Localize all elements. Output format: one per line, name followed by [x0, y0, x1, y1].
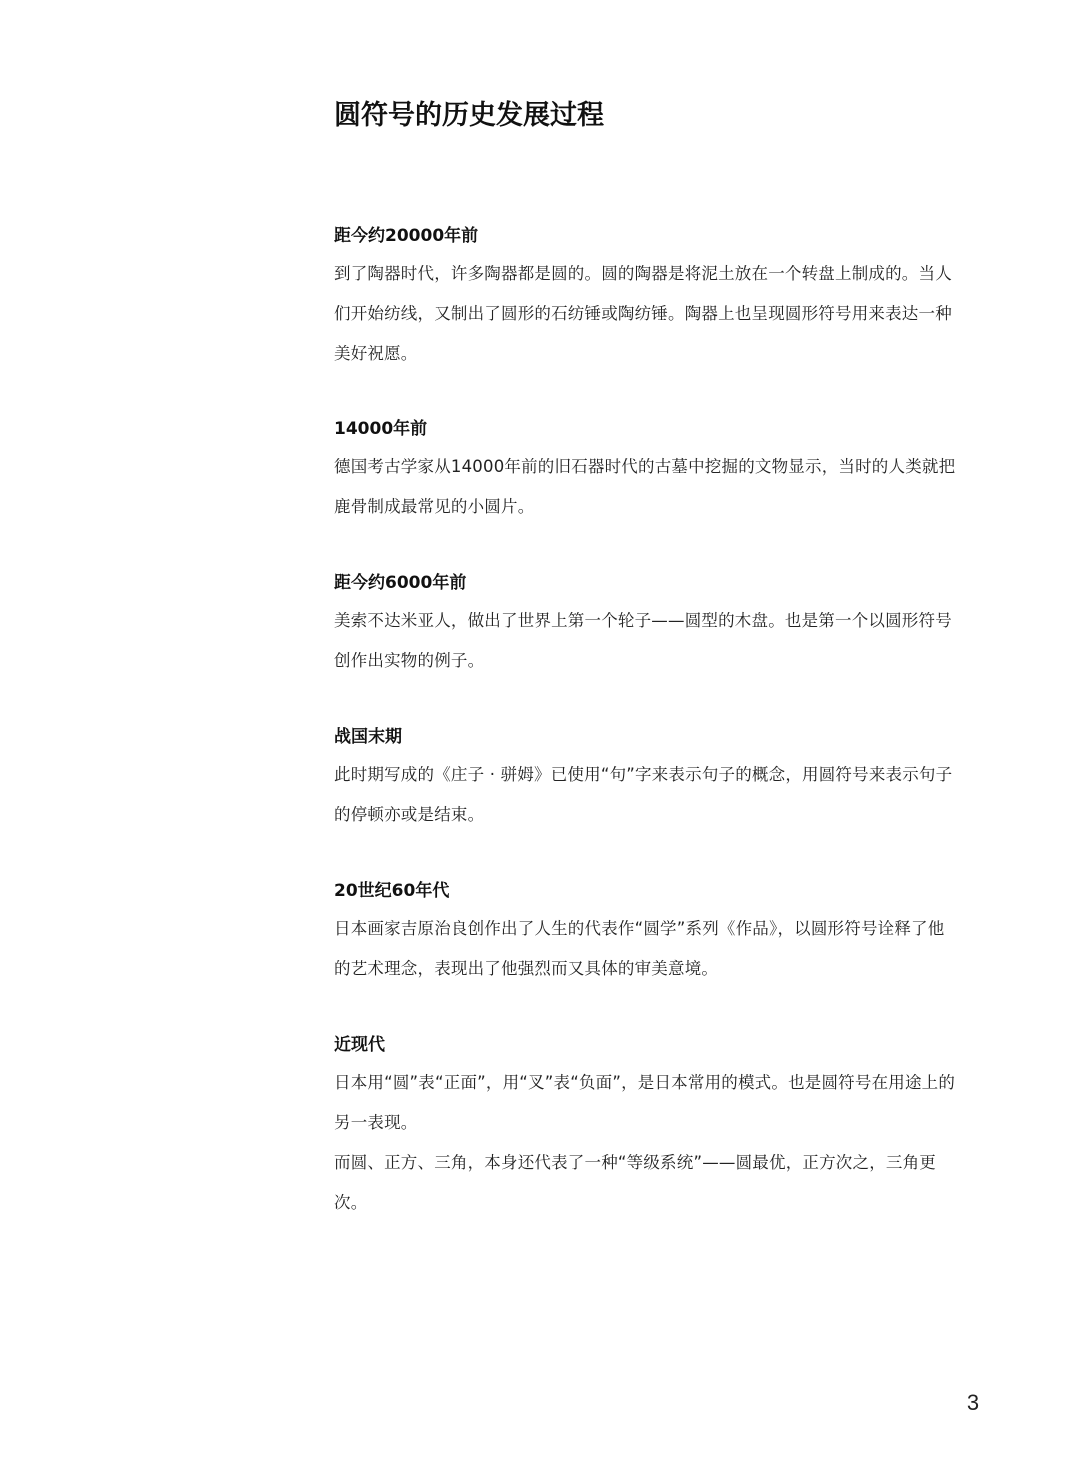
- section-heading: 近现代: [334, 1035, 385, 1055]
- body-paragraph: 日本用“圆”表“正面”，用“叉”表“负面”，是日本常用的模式。也是圆符号在用途上的另一表现。: [334, 1073, 956, 1132]
- section-body: [334, 254, 956, 374]
- section-heading: 距今约20000年前: [334, 226, 479, 246]
- body-paragraph: 此时期写成的《庄子 · 骈姆》已使用“句”字来表示句子的概念，用圆符号来表示句子的停顿亦或是结束。: [334, 765, 953, 824]
- body-paragraph: 日本画家吉原治良创作出了人生的代表作“圆学”系列《作品》，以圆形符号诠释了他的艺术理念，表现出了他强烈而又具体的审美意境。: [334, 919, 945, 978]
- section-14000-years-ago: [334, 417, 956, 527]
- section-heading: 距今约6000年前: [334, 573, 467, 593]
- section-20000-years-ago: [334, 224, 956, 374]
- section-heading: 14000年前: [334, 419, 428, 439]
- body-paragraph: 德国考古学家从14000年前的旧石器时代的古墓中挖掘的文物显示，当时的人类就把鹿骨制成最常见的小圆片。: [334, 457, 956, 516]
- body-paragraph: 到了陶器时代，许多陶器都是圆的。圆的陶器是将泥土放在一个转盘上制成的。当人们开始纺线，又制出了圆形的石纺锤或陶纺锤。陶器上也呈现圆形符号用来表达一种美好祝愿。: [334, 264, 952, 363]
- section-body: [334, 1063, 956, 1223]
- section-modern: [334, 1033, 956, 1223]
- section-body: [334, 447, 956, 527]
- body-paragraph: 而圆、正方、三角，本身还代表了一种“等级系统”——圆最优，正方次之，三角更次。: [334, 1153, 936, 1212]
- section-heading: 20世纪60年代: [334, 881, 450, 901]
- section-body: [334, 755, 956, 835]
- section-body: [334, 601, 956, 681]
- section-1960s: [334, 879, 956, 989]
- page-number: 3: [966, 1390, 980, 1415]
- section-warring-states: [334, 725, 956, 835]
- section-6000-years-ago: [334, 571, 956, 681]
- body-paragraph: 美索不达米亚人，做出了世界上第一个轮子——圆型的木盘。也是第一个以圆形符号创作出实物的例子。: [334, 611, 952, 670]
- section-heading: 战国末期: [334, 727, 402, 747]
- page-title: 圆符号的历史发展过程: [334, 100, 604, 131]
- section-body: [334, 909, 956, 989]
